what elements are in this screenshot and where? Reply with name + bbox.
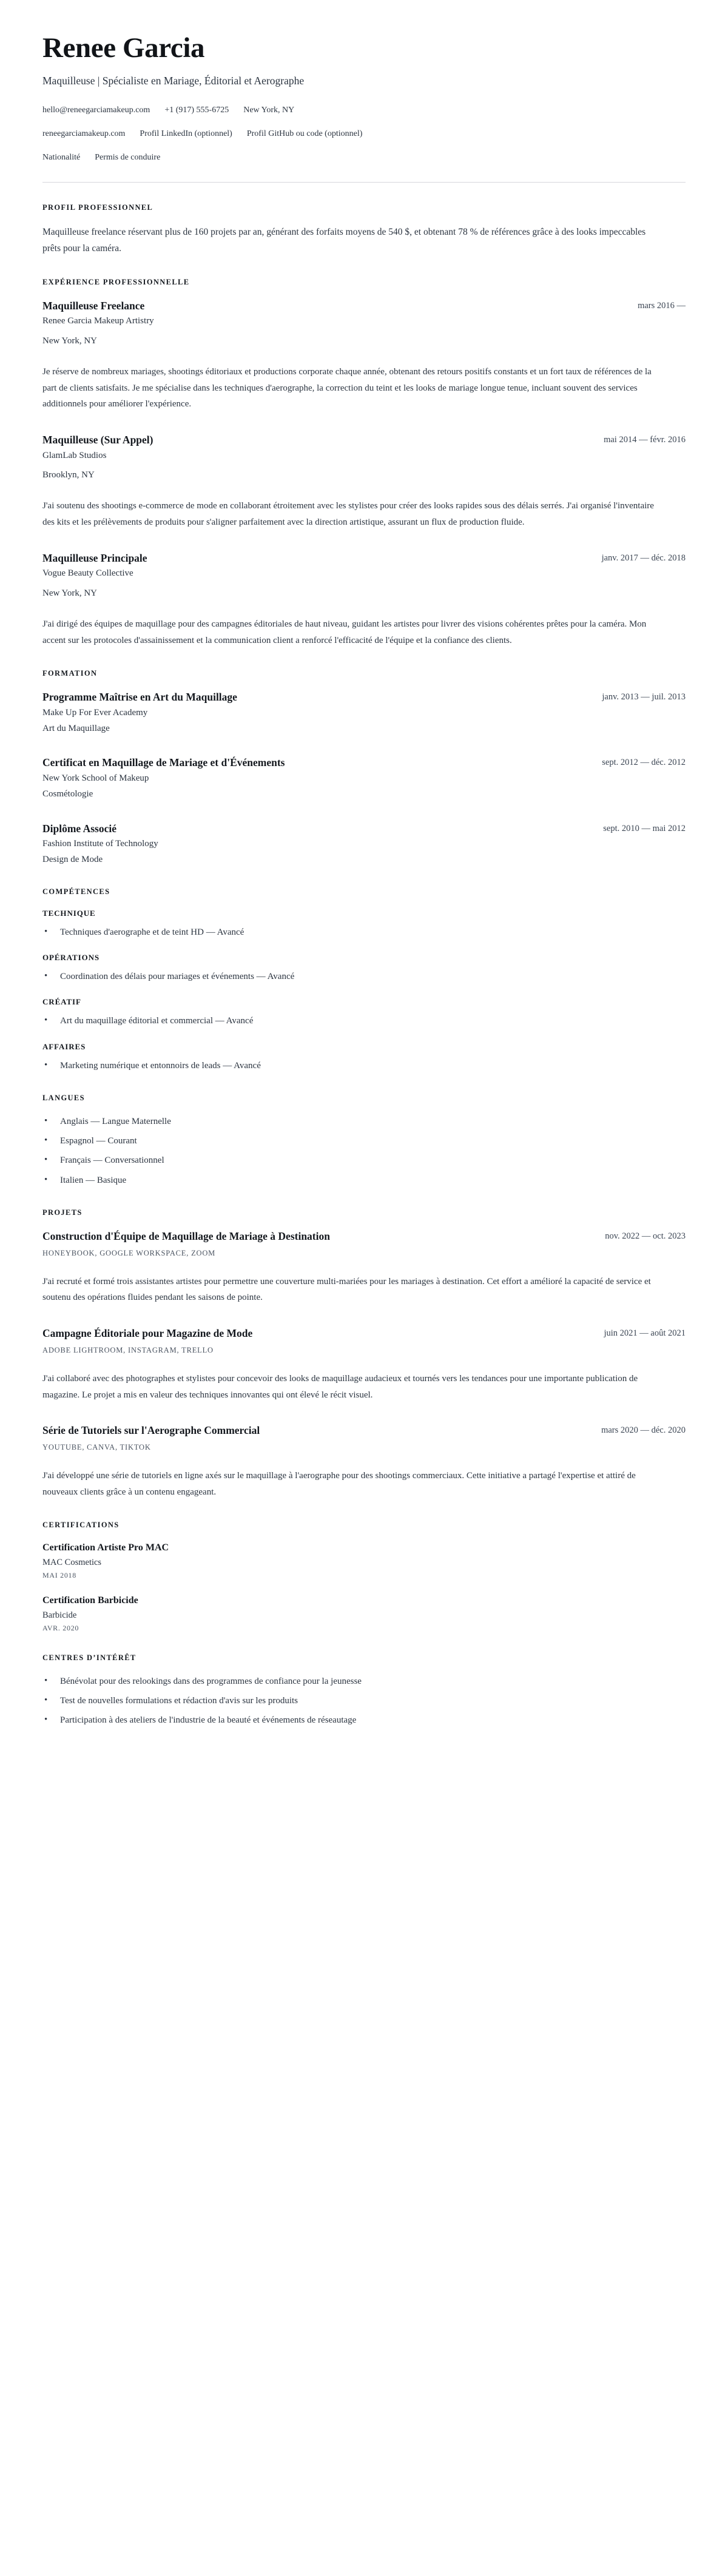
skill-group-operations: [42, 953, 686, 984]
certification-issuer: Barbicide: [42, 1610, 77, 1620]
section-languages: [42, 1073, 686, 1188]
experience-description: J'ai dirigé des équipes de maquillage pour des campagnes éditoriales de haut niveau, guidant les artistes pour livrer des visions cohérentes prêtes pour la caméra. Mon accent sur les protocoles d'assainissement et la communication client a renforcé l'efficacité de l'équipe et la confiance des clients.: [42, 619, 647, 645]
experience-role: Maquilleuse (Sur Appel): [42, 433, 153, 446]
education-field: Cosmétologie: [42, 789, 93, 799]
skill-list: [42, 970, 686, 984]
contact-linkedin[interactable]: Profil LinkedIn (optionnel): [140, 129, 232, 139]
education-degree: Programme Maîtrise en Art du Maquillage: [42, 691, 237, 704]
experience-location: Brooklyn, NY: [42, 470, 95, 480]
skill-item: • Coordination des délais pour mariages et événements — Avancé: [42, 970, 686, 984]
project-description: J'ai collaboré avec des photographes et stylistes pour concevoir des looks de maquillage audacieux et tournés vers les tendances pour une importante publication de magazine. Le projet a mis en valeur des techniques innovantes qui ont élevé le récit visuel.: [42, 1373, 638, 1400]
education-entry-head: [42, 756, 686, 770]
education-school: Fashion Institute of Technology: [42, 839, 158, 849]
candidate-headline: Maquilleuse | Spécialiste en Mariage, Éditorial et Aerographe: [42, 74, 305, 87]
skill-list: [42, 926, 686, 940]
experience-entry-head: [42, 433, 686, 447]
project-stack: ADOBE LIGHTROOM, INSTAGRAM, TRELLO: [42, 1345, 214, 1354]
contact-phone[interactable]: +1 (917) 555-6725: [164, 106, 229, 115]
section-title-languages: LANGUES: [42, 1093, 85, 1102]
section-title-projects: PROJETS: [42, 1208, 83, 1217]
education-degree: Certificat en Maquillage de Mariage et d'Événements: [42, 756, 285, 769]
project-stack: HONEYBOOK, GOOGLE WORKSPACE, ZOOM: [42, 1248, 216, 1257]
certification-date: AVR. 2020: [42, 1623, 79, 1632]
education-entry: [42, 690, 686, 735]
experience-entry: [42, 299, 686, 412]
experience-role: Maquilleuse Principale: [42, 551, 147, 564]
contact-nationality: Nationalité: [42, 153, 81, 163]
education-field: Design de Mode: [42, 855, 103, 865]
education-school: New York School of Makeup: [42, 773, 149, 784]
section-title-skills: COMPÉTENCES: [42, 887, 110, 896]
experience-location: New York, NY: [42, 336, 98, 346]
project-entry-head: [42, 1424, 686, 1438]
education-degree: Diplôme Associé: [42, 822, 117, 835]
project-date: juin 2021 — août 2021: [604, 1328, 686, 1339]
section-title-profile: PROFIL PROFESSIONNEL: [42, 203, 153, 212]
skill-group-affaires: [42, 1042, 686, 1073]
project-entry-head: [42, 1327, 686, 1340]
certification-issuer: MAC Cosmetics: [42, 1558, 102, 1568]
project-date: nov. 2022 — oct. 2023: [605, 1231, 686, 1241]
skill-group-technique: [42, 909, 686, 940]
section-title-interests: CENTRES D’INTÉRÊT: [42, 1653, 136, 1662]
interest-item: • Participation à des ateliers de l'industrie de la beauté et événements de réseautage: [42, 1713, 686, 1727]
contact-row-primary: [42, 104, 686, 116]
project-entry: [42, 1327, 686, 1403]
section-certifications: [42, 1500, 686, 1633]
section-education: [42, 648, 686, 867]
education-school: Make Up For Ever Academy: [42, 707, 148, 718]
skill-group-title: CRÉATIF: [42, 997, 81, 1007]
section-title-education: FORMATION: [42, 669, 98, 678]
experience-date: mars 2016 —: [638, 300, 686, 311]
contact-row-extra: [42, 151, 686, 164]
resume-header: [42, 33, 686, 183]
contact-row-links: [42, 127, 686, 140]
language-item: • Anglais — Langue Maternelle: [42, 1115, 686, 1129]
certification-entry: [42, 1542, 686, 1580]
skill-item: • Art du maquillage éditorial et commercial — Avancé: [42, 1014, 686, 1028]
skill-item: • Techniques d'aerographe et de teint HD — Avancé: [42, 926, 686, 940]
experience-location: New York, NY: [42, 588, 98, 599]
education-date: sept. 2012 — déc. 2012: [602, 758, 686, 768]
skill-group-title: AFFAIRES: [42, 1041, 86, 1051]
project-entry: [42, 1424, 686, 1500]
education-entry-head: [42, 690, 686, 704]
skill-list: [42, 1059, 686, 1073]
project-entry: [42, 1229, 686, 1306]
project-entry-head: [42, 1229, 686, 1243]
language-item: • Espagnol — Courant: [42, 1134, 686, 1148]
skill-item: • Marketing numérique et entonnoirs de leads — Avancé: [42, 1059, 686, 1073]
education-entry: [42, 756, 686, 801]
skill-group-title: TECHNIQUE: [42, 908, 96, 918]
project-description: J'ai recruté et formé trois assistantes artistes pour permettre une couverture multi-mariées pour les mariages à destination. Cet effort a amélioré la capacité de service et soutenu des opérations fluides pendant les saisons de pointe.: [42, 1276, 651, 1303]
project-description: J'ai développé une série de tutoriels en ligne axés sur le maquillage à l'aerographe pour des shootings commerciaux. Cette initiative a partagé l'expertise et attiré de nouveaux clients grâce à un contenu engageant.: [42, 1470, 636, 1497]
experience-description: Je réserve de nombreux mariages, shootings éditoriaux et productions corporate chaque année, obtenant des retours positifs constants et un fort taux de références de la part de clients satisfaits. Je me spécialise dans les techniques d'aerographe, la correction du teint et les looks de mariage longue tenue, incluant souvent des services additionnels pour améliorer l'expérience.: [42, 366, 652, 409]
interest-list: [42, 1675, 686, 1728]
section-interests: [42, 1633, 686, 1728]
contact-location: New York, NY: [243, 106, 295, 115]
experience-company: GlamLab Studios: [42, 450, 107, 460]
project-name: Construction d'Équipe de Maquillage de Mariage à Destination: [42, 1229, 330, 1242]
language-list: [42, 1115, 686, 1188]
education-entry-head: [42, 822, 686, 836]
project-name: Série de Tutoriels sur l'Aerographe Commercial: [42, 1424, 260, 1437]
contact-email[interactable]: hello@reneegarciamakeup.com: [42, 106, 150, 115]
education-entry: [42, 822, 686, 867]
contact-github[interactable]: Profil GitHub ou code (optionnel): [246, 129, 363, 139]
section-skills: [42, 867, 686, 1073]
section-title-experience: EXPÉRIENCE PROFESSIONNELLE: [42, 277, 190, 286]
interest-item: • Test de nouvelles formulations et rédaction d'avis sur les produits: [42, 1694, 686, 1708]
interest-item: • Bénévolat pour des relookings dans des programmes de confiance pour la jeunesse: [42, 1675, 686, 1689]
skill-group-creatif: [42, 997, 686, 1028]
contact-driving-licence: Permis de conduire: [95, 153, 161, 163]
experience-entry: [42, 433, 686, 531]
candidate-name: Renee Garcia: [42, 32, 205, 64]
experience-company: Vogue Beauty Collective: [42, 568, 133, 579]
language-item: • Italien — Basique: [42, 1174, 686, 1188]
experience-role: Maquilleuse Freelance: [42, 299, 145, 312]
certification-entry: [42, 1595, 686, 1633]
experience-entry: [42, 551, 686, 649]
language-item: • Français — Conversationnel: [42, 1154, 686, 1168]
skill-group-title: OPÉRATIONS: [42, 953, 99, 963]
education-date: janv. 2013 — juil. 2013: [602, 692, 686, 702]
experience-description: J'ai soutenu des shootings e-commerce de mode en collaborant étroitement avec les stylistes pour créer des looks rapides sous des délais serrés. J'ai organisé l'inventaire des kits et les prélèvements de produits pour s'aligner parfaitement avec la direction artistique, assurant un flux de production fluide.: [42, 501, 654, 527]
skill-list: [42, 1014, 686, 1028]
experience-entry-head: [42, 299, 686, 313]
section-profile: [42, 183, 686, 257]
project-date: mars 2020 — déc. 2020: [601, 1425, 686, 1436]
certification-date: MAI 2018: [42, 1571, 76, 1580]
experience-date: janv. 2017 — déc. 2018: [601, 553, 686, 563]
profile-summary-text: Maquilleuse freelance réservant plus de 160 projets par an, générant des forfaits moyens de 540 $, et obtenant 78 % de références grâce à des looks impeccables prêts pour la caméra.: [42, 227, 646, 254]
experience-company: Renee Garcia Makeup Artistry: [42, 316, 154, 326]
education-field: Art du Maquillage: [42, 723, 110, 733]
section-projects: [42, 1188, 686, 1500]
certification-name: Certification Barbicide: [42, 1595, 138, 1606]
section-title-certifications: CERTIFICATIONS: [42, 1521, 120, 1530]
experience-date: mai 2014 — févr. 2016: [604, 434, 686, 445]
project-name: Campagne Éditoriale pour Magazine de Mode: [42, 1327, 253, 1340]
contact-website[interactable]: reneegarciamakeup.com: [42, 129, 126, 139]
project-stack: YOUTUBE, CANVA, TIKTOK: [42, 1442, 151, 1451]
section-experience: [42, 257, 686, 649]
education-date: sept. 2010 — mai 2012: [603, 823, 686, 833]
certification-name: Certification Artiste Pro MAC: [42, 1542, 169, 1553]
experience-entry-head: [42, 551, 686, 565]
